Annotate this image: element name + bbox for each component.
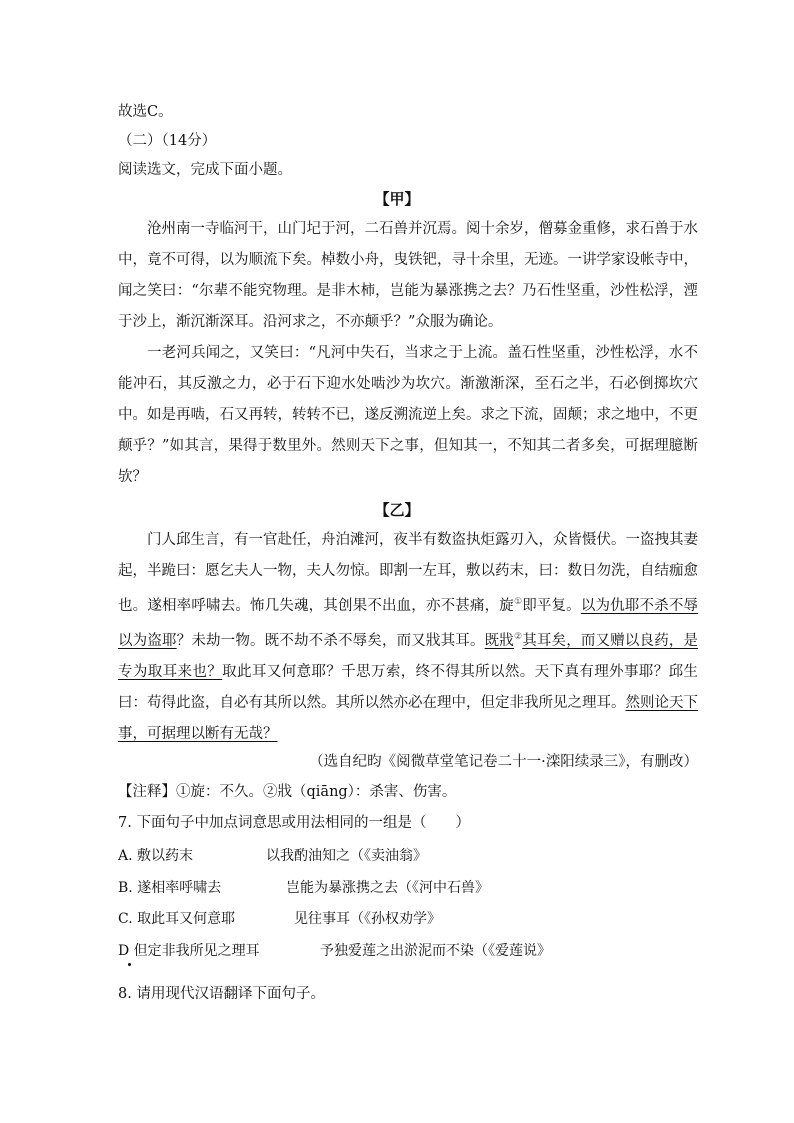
underlined-sentence-1: 以为仇耶不杀不辱以为盗耶 <box>118 597 699 649</box>
passage-yi-text-a: 门人邱生言，有一官赴任，舟泊滩河，夜半有数盗执炬露刃入，众皆慑伏。一盗拽其妻起，半跪曰：愿乞夫人一物，夫人勿惊。即割一左耳，敷以药末，曰：数日勿洗，自结痂愈也。遂相率呼啸去。怖几失魂，其创果不出血，亦不甚痛，旋 <box>118 532 698 614</box>
option-b-left: B. 遂相率呼啸去 <box>118 880 222 896</box>
option-d-left: D 但定非我所见之理耳 <box>118 943 260 959</box>
question-7-option-d <box>118 941 551 961</box>
passage-yi-text-b: 即平复。 <box>522 597 581 614</box>
emphasis-dot-mark <box>128 963 131 966</box>
underlined-sentence-2b: 其耳矣，而又赠以良药，是专为取耳来也？ <box>118 632 699 680</box>
underlined-sentence-3: 然则论天下事，可据理以断有无哉？ <box>118 694 698 742</box>
question-7-stem: 7. 下面句子中加点词意思或用法相同的一组是（ ） <box>118 815 470 831</box>
question-7-option-a <box>118 846 427 866</box>
option-d-right: 予独爱莲之出淤泥而不染（《爱莲说》 <box>320 943 551 959</box>
annotation-notes: 【注释】①旋：不久。②戕（qiāng）：杀害、伤害。 <box>118 784 457 800</box>
question-7-option-c <box>118 909 441 929</box>
question-8-stem: 8. 请用现代汉语翻译下面句子。 <box>118 986 325 1002</box>
passage-jia-paragraph-2: 一老河兵闻之，又笑曰：“凡河中失石，当求之于上流。盖石性坚重，沙性松浮，水不能冲石，其反激之力，必于石下迎水处啮沙为坎穴。渐激渐深，至石之半，石必倒掷坎穴中。如是再啮，石又再转，转转不已，遂反溯流逆上矣。求之下流，固颠；求之地中，不更颠乎？”如其言，果得于数里外。然则天下之事，但知其一，不知其二者多矣，可据理臆断欤？ <box>118 345 698 485</box>
footnote-ref-1: ① <box>513 597 523 607</box>
option-a-right: 以我酌油知之（《卖油翁》 <box>266 848 427 864</box>
passage-jia-paragraph-1: 沧州南一寺临河干，山门圮于河，二石兽并沉焉。阅十余岁，僧募金重修，求石兽于水中，竟不可得，以为顺流下矣。棹数小舟，曳铁钯，寻十余里，无迹。一讲学家设帐寺中，闻之笑曰：“尔辈不能究物理。是非木柿，岂能为暴涨携之去？乃石性坚重，沙性松浮，湮于沙上，渐沉渐深耳。沿河求之，不亦颠乎？”众服为确论。 <box>118 221 698 330</box>
passage-yi-text-d: 取此耳又何意耶？千思万索，终不得其所以然。天下真有理外事耶？邱生曰：苟得此盗，自必有其所以然。其所以然亦必在理中，但定非我所见之理耳。 <box>118 663 698 711</box>
passage-yi-paragraph <box>118 525 698 750</box>
underlined-sentence-2a: 既戕 <box>484 632 514 649</box>
source-citation: （选自纪昀《阅微草堂笔记卷二十一·滦阳续录三》，有删改） <box>309 754 698 770</box>
passage-yi-text-c: ？未劫一物。既不劫不杀不辱矣，而又戕其耳。 <box>176 632 485 649</box>
option-a-left: A. 敷以药末 <box>118 848 194 864</box>
previous-answer: 故选C。 <box>118 104 173 120</box>
question-7-option-b <box>118 878 489 898</box>
option-c-left: C. 取此耳又何意耶 <box>118 911 236 927</box>
footnote-ref-2: ② <box>513 631 523 642</box>
option-b-right: 岂能为暴涨携之去（《河中石兽》 <box>286 880 489 896</box>
instruction-text: 阅读选文，完成下面小题。 <box>118 162 292 178</box>
option-c-right: 见往事耳（《孙权劝学》 <box>294 911 441 927</box>
passage-jia-heading: 【甲】 <box>374 190 420 208</box>
passage-yi-heading: 【乙】 <box>374 501 420 519</box>
section-title: （二）（14分） <box>118 133 217 149</box>
